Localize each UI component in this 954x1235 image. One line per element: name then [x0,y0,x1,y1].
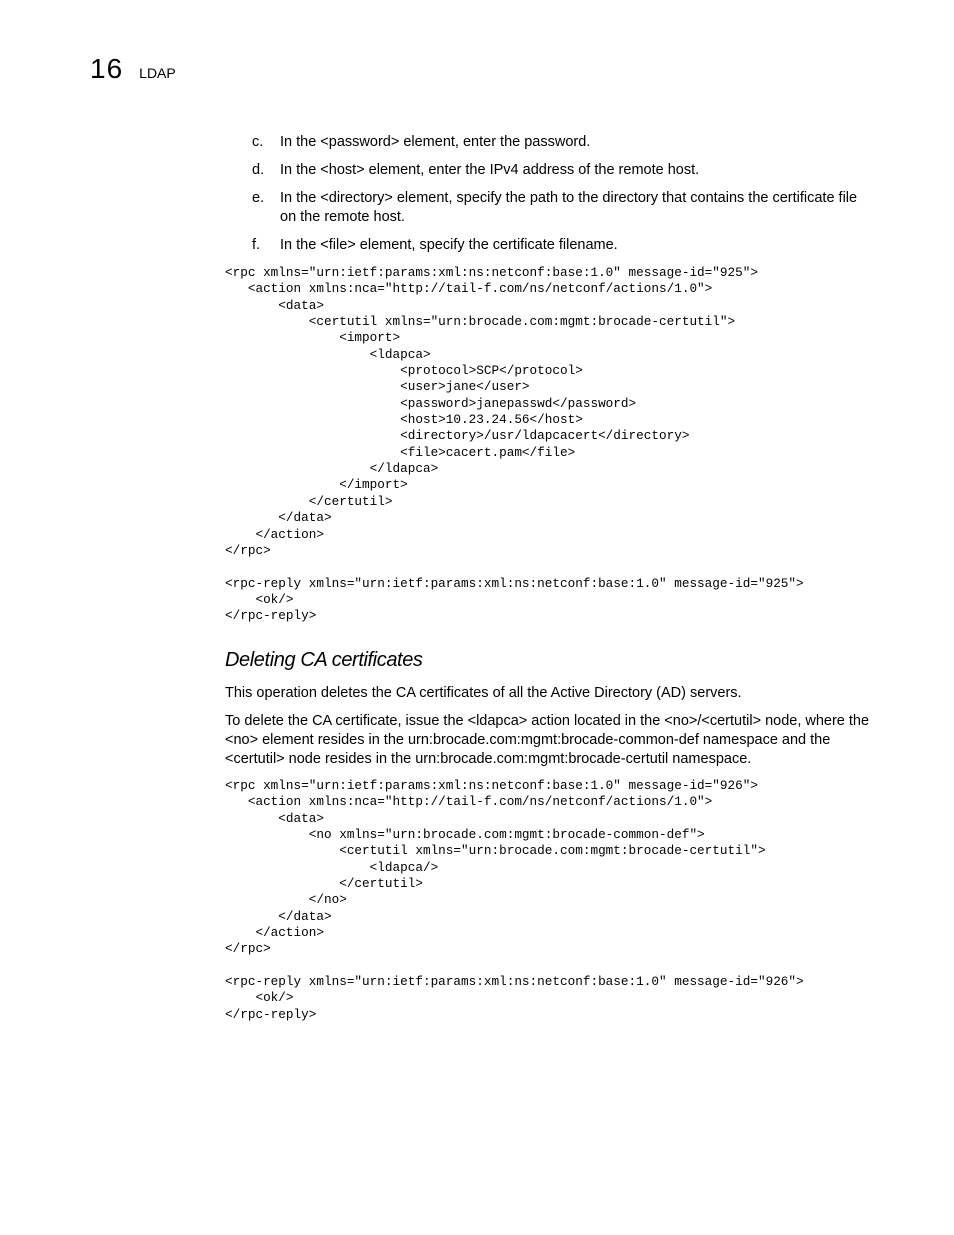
chapter-number: 16 [90,53,124,84]
section-paragraph-1: This operation deletes the CA certificates of all the Active Directory (AD) servers. [225,685,742,701]
code-block-delete: <rpc xmlns="urn:ietf:params:xml:ns:netconf:base:1.0" message-id="926"> <action xmlns:nca="http://tail-f.com/ns/netconf/actions/1.0"> <data> <no xmlns="urn:brocade.com:mgmt:brocade-common-def"> <certutil xmlns="urn:brocade.com:mgmt:brocade-certutil"> <ldapca/> </certutil> </no> </data> </action> </rpc> <rpc-reply xmlns="urn:ietf:params:xml:ns:netconf:base:1.0" message-id="926"> <ok/> </rpc-reply> [225,778,804,1022]
step-text: In the <directory> element, specify the path to the directory that contains the certificate file on the remote host. [280,190,858,225]
step-letter: e. [252,190,265,206]
section-paragraph-2: To delete the CA certificate, issue the <ldapca> action located in the <no>/<certutil> node, where the <no> element resides in the urn:brocade.com:mgmt:brocade-common-def namespace and the <certutil> node resides in the urn:brocade.com:mgmt:brocade-certutil namespace. [225,713,870,767]
step-letter: c. [252,134,264,150]
list-item [252,236,872,255]
section-title: Deleting CA certificates [225,649,423,671]
step-text: In the <file> element, specify the certificate filename. [280,237,618,253]
step-letter: f. [252,237,261,253]
step-list [252,133,872,264]
step-text: In the <host> element, enter the IPv4 address of the remote host. [280,162,700,178]
list-item [252,133,872,152]
page-header [90,52,176,86]
list-item [252,161,872,180]
step-text: In the <password> element, enter the password. [280,134,591,150]
step-letter: d. [252,162,265,178]
code-block-import: <rpc xmlns="urn:ietf:params:xml:ns:netconf:base:1.0" message-id="925"> <action xmlns:nca="http://tail-f.com/ns/netconf/actions/1.0"> <data> <certutil xmlns="urn:brocade.com:mgmt:brocade-certutil"> <import> <ldapca> <protocol>SCP</protocol> <user>jane</user> <password>janepasswd</password> <host>10.23.24.56</host> <directory>/usr/ldapcacert</directory> <file>cacert.pam</file> </ldapca> </import> </certutil> </data> </action> </rpc> <rpc-reply xmlns="urn:ietf:params:xml:ns:netconf:base:1.0" message-id="925"> <ok/> </rpc-reply> [225,265,804,624]
chapter-title: LDAP [139,65,176,81]
list-item [252,189,872,227]
